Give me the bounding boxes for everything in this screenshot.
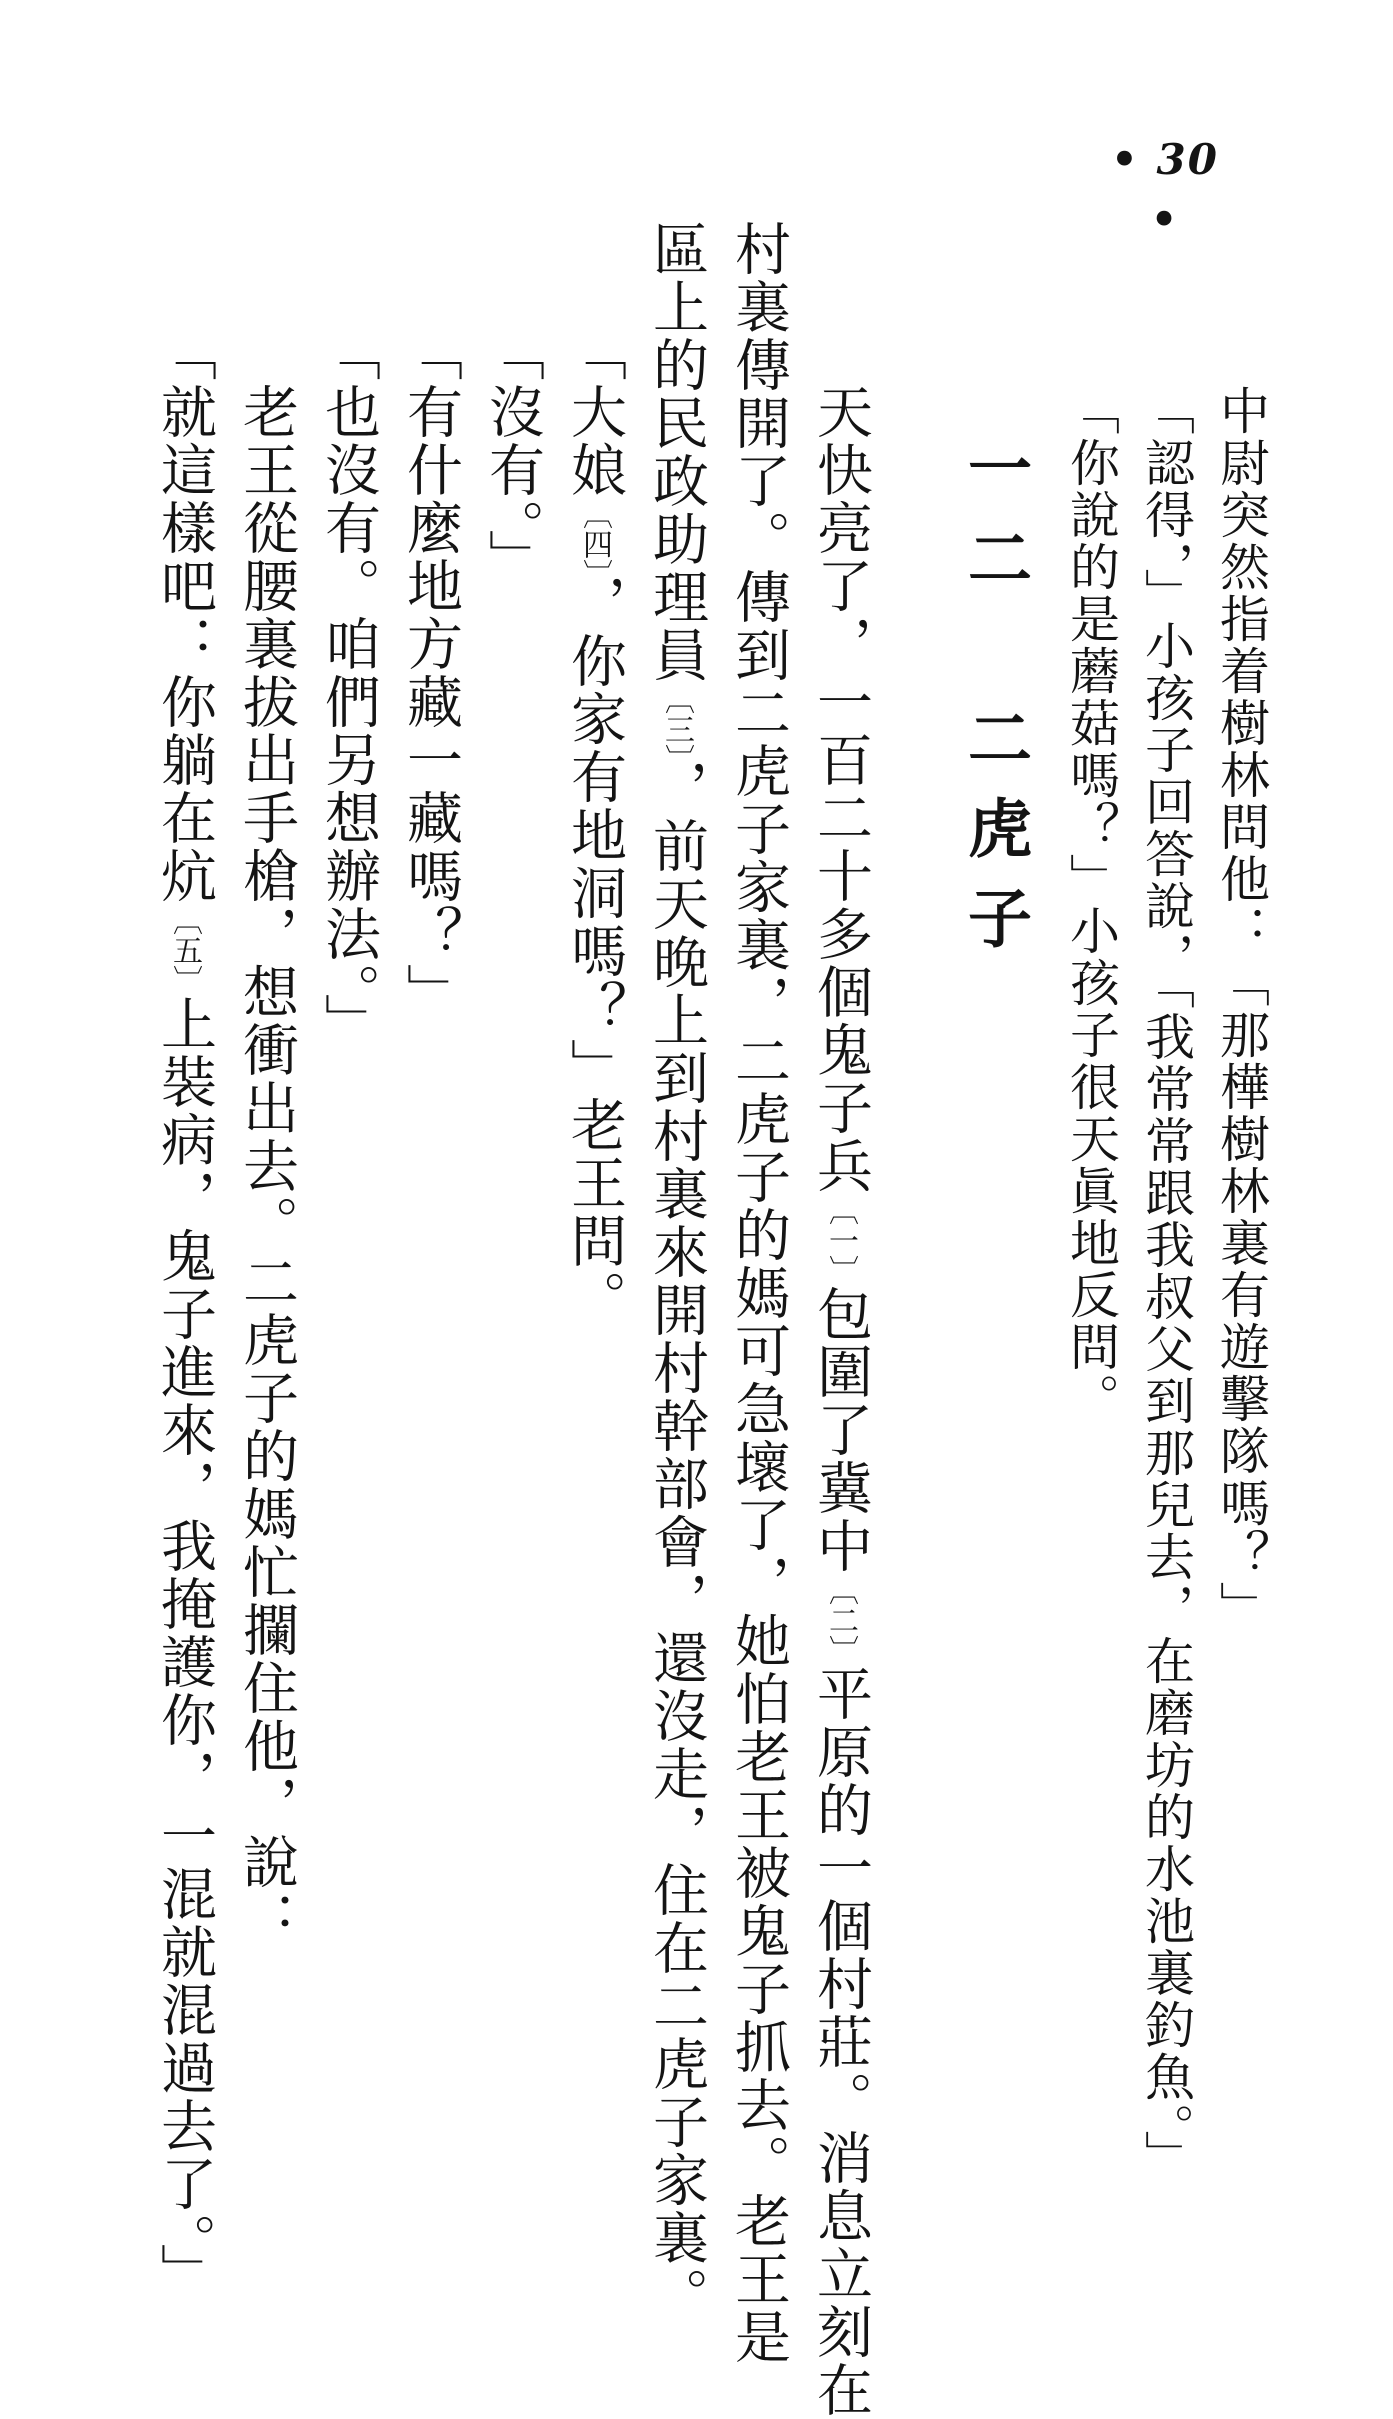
body-text: 「就這樣吧：你躺在炕 — [152, 325, 217, 905]
chapter-heading: 一二 二虎子 — [957, 435, 1032, 975]
page-number: • 30 • — [1111, 135, 1219, 244]
body-text: 天快亮了，一百二十多個鬼子兵 — [808, 325, 873, 1195]
body-column-7: 「也沒有。咱們另想辦法。」 — [316, 325, 381, 1051]
body-column-5: 「沒有。」 — [480, 325, 545, 587]
body-column-2: 村裏傳開了。傳到二虎子家裏，二虎子的媽可急壞了，她怕老王被鬼子抓去。老王是 — [726, 220, 791, 2366]
prev-text-column-1: 中尉突然指着樹林問他：「那樺樹林裏有遊擊隊嗎？」 — [1212, 385, 1270, 1633]
prev-text-column-2: 「認得，」小孩子回答說，「我常常跟我叔父到那兒去，在磨坊的水池裏釣魚。」 — [1137, 385, 1195, 2182]
footnote-marker: 〔四〕 — [577, 499, 612, 574]
body-text: 「大娘 — [562, 325, 627, 499]
footnote-marker: 〔三〕 — [659, 684, 694, 759]
footnote-marker: 〔二〕 — [823, 1575, 858, 1665]
prev-text-column-3: 「你說的是蘑菇嗎？」小孩子很天眞地反問。 — [1062, 385, 1120, 1425]
body-column-1 — [808, 325, 873, 2419]
body-text: ，你家有地洞嗎？」老王問。 — [562, 574, 627, 1328]
body-column-8: 老王從腰裏拔出手槍，想衝出去。二虎子的媽忙攔住他，說： — [234, 325, 299, 1949]
body-text: 上裝病，鬼子進來，我掩護你，一混就混過去了。」 — [152, 995, 217, 2301]
body-column-4 — [562, 325, 627, 1328]
body-column-6: 「有什麼地方藏一藏嗎？」 — [398, 325, 463, 1021]
footnote-marker: 〔五〕 — [167, 905, 202, 995]
body-text: 平原的一個村莊。消息立刻在 — [808, 1665, 873, 2419]
footnote-marker: 〔一〕 — [823, 1195, 858, 1285]
body-text: 包圍了冀中 — [808, 1285, 873, 1575]
body-column-9 — [152, 325, 217, 2301]
body-column-3 — [644, 220, 709, 2325]
body-text: ，前天晚上到村裏來開村幹部會，還沒走，住在二虎子家裏。 — [644, 759, 709, 2325]
body-text: 區上的民政助理員 — [644, 220, 709, 684]
